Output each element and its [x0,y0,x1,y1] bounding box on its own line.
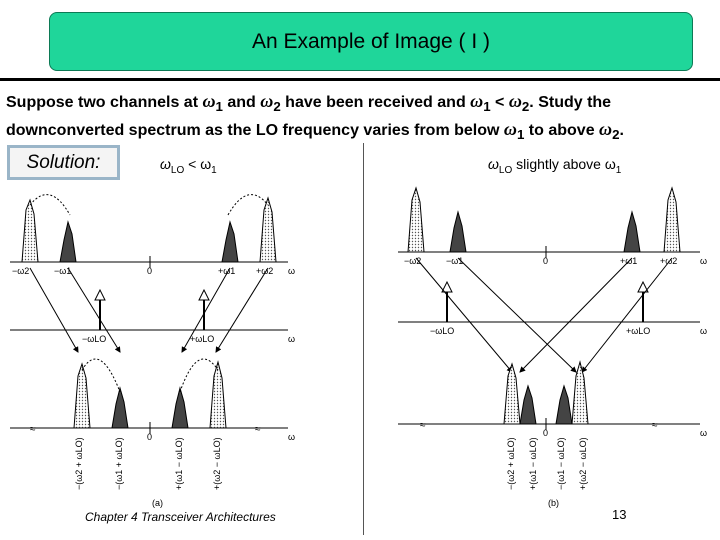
svg-text:≈: ≈ [420,420,426,431]
page-number: 13 [612,507,627,522]
right-heading: $\omega_{LO}$ slightly above $\omega_1$ [488,156,622,176]
band-a-top-pos-w2 [260,198,276,262]
svg-text:≈: ≈ [255,424,261,435]
solution-label: Solution: [7,145,120,180]
slide-title: An Example of Image ( I ) [251,29,491,53]
svg-text:≈: ≈ [652,420,658,431]
band-a-top-neg-w1 [60,222,76,262]
band-a-top-neg-w2 [22,200,38,262]
figure-b [398,188,700,431]
band-a-top-pos-w1 [222,222,238,262]
svg-text:≈: ≈ [30,424,36,435]
problem-statement: Suppose two channels at $\omega_1$ and $\omega_2$ have been received and $\omega_1 < \omega_2$. Study the downconverted spectrum as the LO frequency varies from below $\omega_1$ to above $\omega_2$. [6,91,624,143]
figure-a [10,195,288,435]
footer-chapter: Chapter 4 Transceiver Architectures [85,510,276,524]
left-heading: $\omega_{LO} < \omega_1$ [160,156,217,176]
